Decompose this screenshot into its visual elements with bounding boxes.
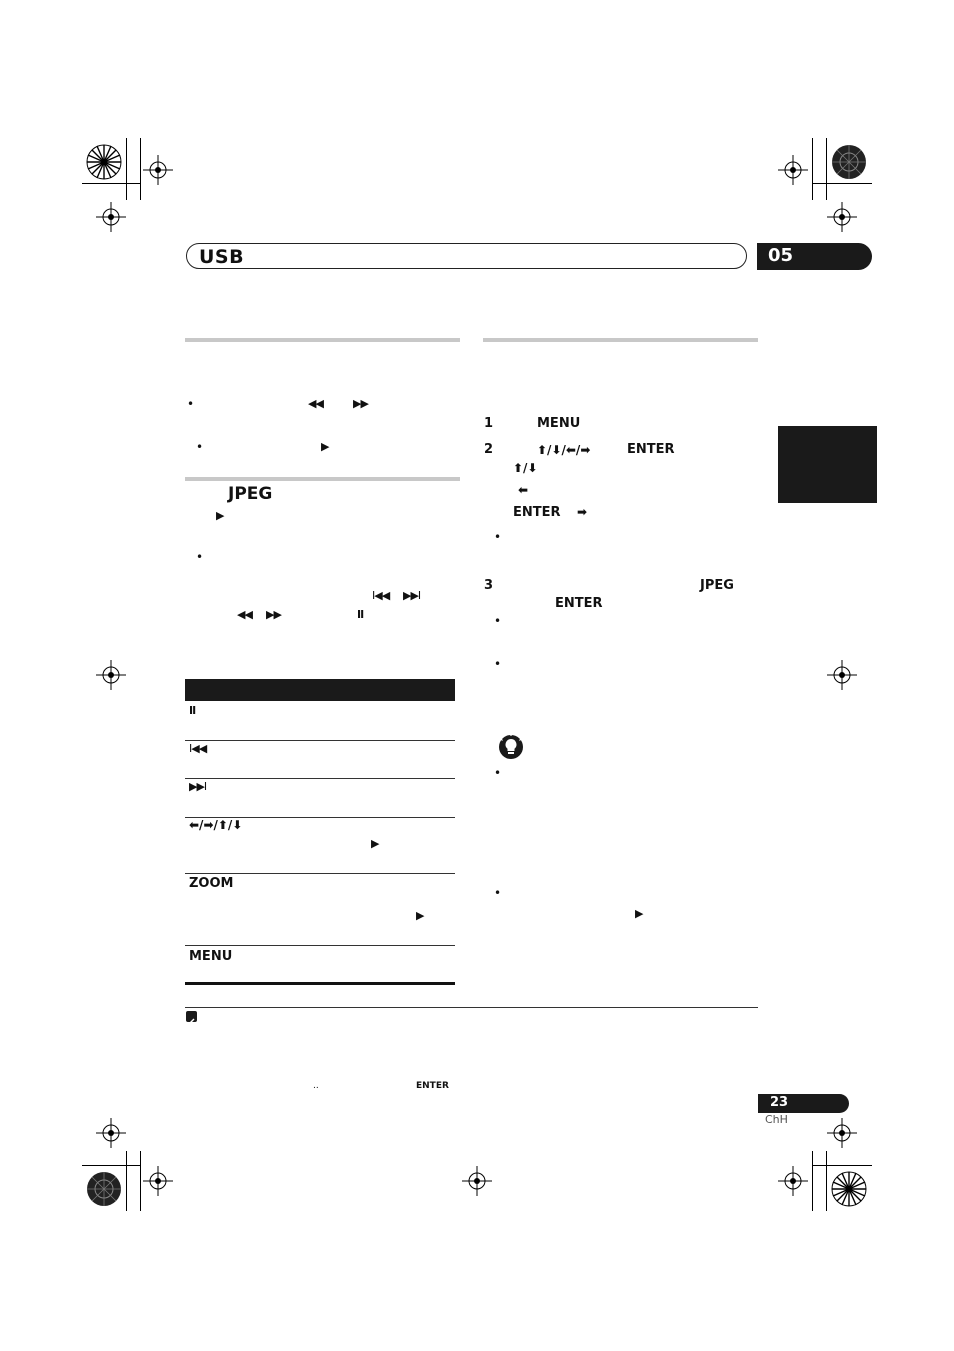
play-icon: ▶ <box>321 440 329 453</box>
bullet: • <box>494 657 502 671</box>
bullet: • <box>494 886 502 900</box>
right-arrow-icon: ➡ <box>577 505 588 519</box>
crosshair-mark <box>462 1166 492 1196</box>
table-key-pause: II <box>189 704 196 717</box>
step-number: 2 <box>484 442 494 457</box>
bullet: • <box>494 614 502 628</box>
crosshair-mark <box>827 660 857 690</box>
note-pencil-icon <box>186 1011 197 1022</box>
jpeg-label: JPEG <box>700 578 734 593</box>
crosshair-mark <box>96 202 126 232</box>
footnote-enter-label: ENTER <box>416 1081 449 1091</box>
registration-mark-bottom-left <box>84 1169 124 1209</box>
crosshair-mark <box>143 1166 173 1196</box>
page-number: 23 <box>770 1095 789 1110</box>
row-divider <box>185 740 455 741</box>
left-arrow-icon: ⬅ <box>518 483 529 497</box>
crosshair-mark <box>143 155 173 185</box>
crosshair-mark <box>778 155 808 185</box>
registration-mark-top-left <box>84 142 124 182</box>
play-icon: ▶ <box>216 509 224 522</box>
row-divider <box>185 778 455 779</box>
crosshair-mark <box>827 1118 857 1148</box>
chapter-number: 05 <box>768 245 794 266</box>
up-down-keys-label: ⬆/⬇ <box>513 461 538 475</box>
row-divider <box>185 945 455 946</box>
jpeg-section-title: JPEG <box>228 484 273 504</box>
bullet: • <box>494 530 502 544</box>
bullet: • <box>187 397 195 411</box>
crosshair-mark <box>96 660 126 690</box>
registration-mark-bottom-right <box>829 1169 869 1209</box>
step-number: 1 <box>484 416 494 431</box>
enter-key-label: ENTER <box>555 596 603 611</box>
pause-icon: II <box>357 608 364 621</box>
enter-key-label: ENTER <box>627 442 675 457</box>
bullet: • <box>196 550 204 564</box>
fast-forward-icon: ▶▶ <box>266 608 281 621</box>
registration-mark-top-right <box>829 142 869 182</box>
step-number: 3 <box>484 578 494 593</box>
table-key-arrows: ⬅/➡/⬆/⬇ <box>189 818 243 832</box>
next-icon: ▶▶I <box>403 589 421 602</box>
arrow-keys-label: ⬆/⬇/⬅/➡ <box>537 443 591 457</box>
rewind-icon: ◀◀ <box>237 608 252 621</box>
previous-icon: I◀◀ <box>372 589 390 602</box>
section-rule <box>185 338 460 342</box>
fast-forward-icon: ▶▶ <box>353 397 368 410</box>
table-bottom-rule <box>185 982 455 985</box>
play-icon: ▶ <box>416 909 424 922</box>
rewind-icon: ◀◀ <box>308 397 323 410</box>
table-key-previous: I◀◀ <box>189 742 207 755</box>
page-language-code: ChH <box>765 1113 788 1126</box>
table-header <box>185 679 455 701</box>
section-rule <box>483 338 758 342</box>
footnote-dots: .. <box>313 1081 319 1091</box>
crosshair-mark <box>96 1118 126 1148</box>
bullet: • <box>196 440 204 454</box>
play-icon: ▶ <box>371 837 379 850</box>
menu-key-label: MENU <box>537 416 581 431</box>
crosshair-mark <box>827 202 857 232</box>
crosshair-mark <box>778 1166 808 1196</box>
table-key-next: ▶▶I <box>189 780 207 793</box>
section-rule <box>185 477 460 481</box>
play-icon: ▶ <box>635 907 643 920</box>
table-key-menu: MENU <box>189 949 233 964</box>
enter-key-label: ENTER <box>513 505 561 520</box>
bullet: • <box>494 766 502 780</box>
language-side-tab <box>778 426 877 503</box>
row-divider <box>185 873 455 874</box>
section-header-bar <box>186 243 747 269</box>
tip-lightbulb-icon <box>497 733 525 761</box>
table-key-zoom: ZOOM <box>189 876 234 891</box>
footnote-rule <box>185 1007 758 1008</box>
section-title: USB <box>199 246 245 268</box>
